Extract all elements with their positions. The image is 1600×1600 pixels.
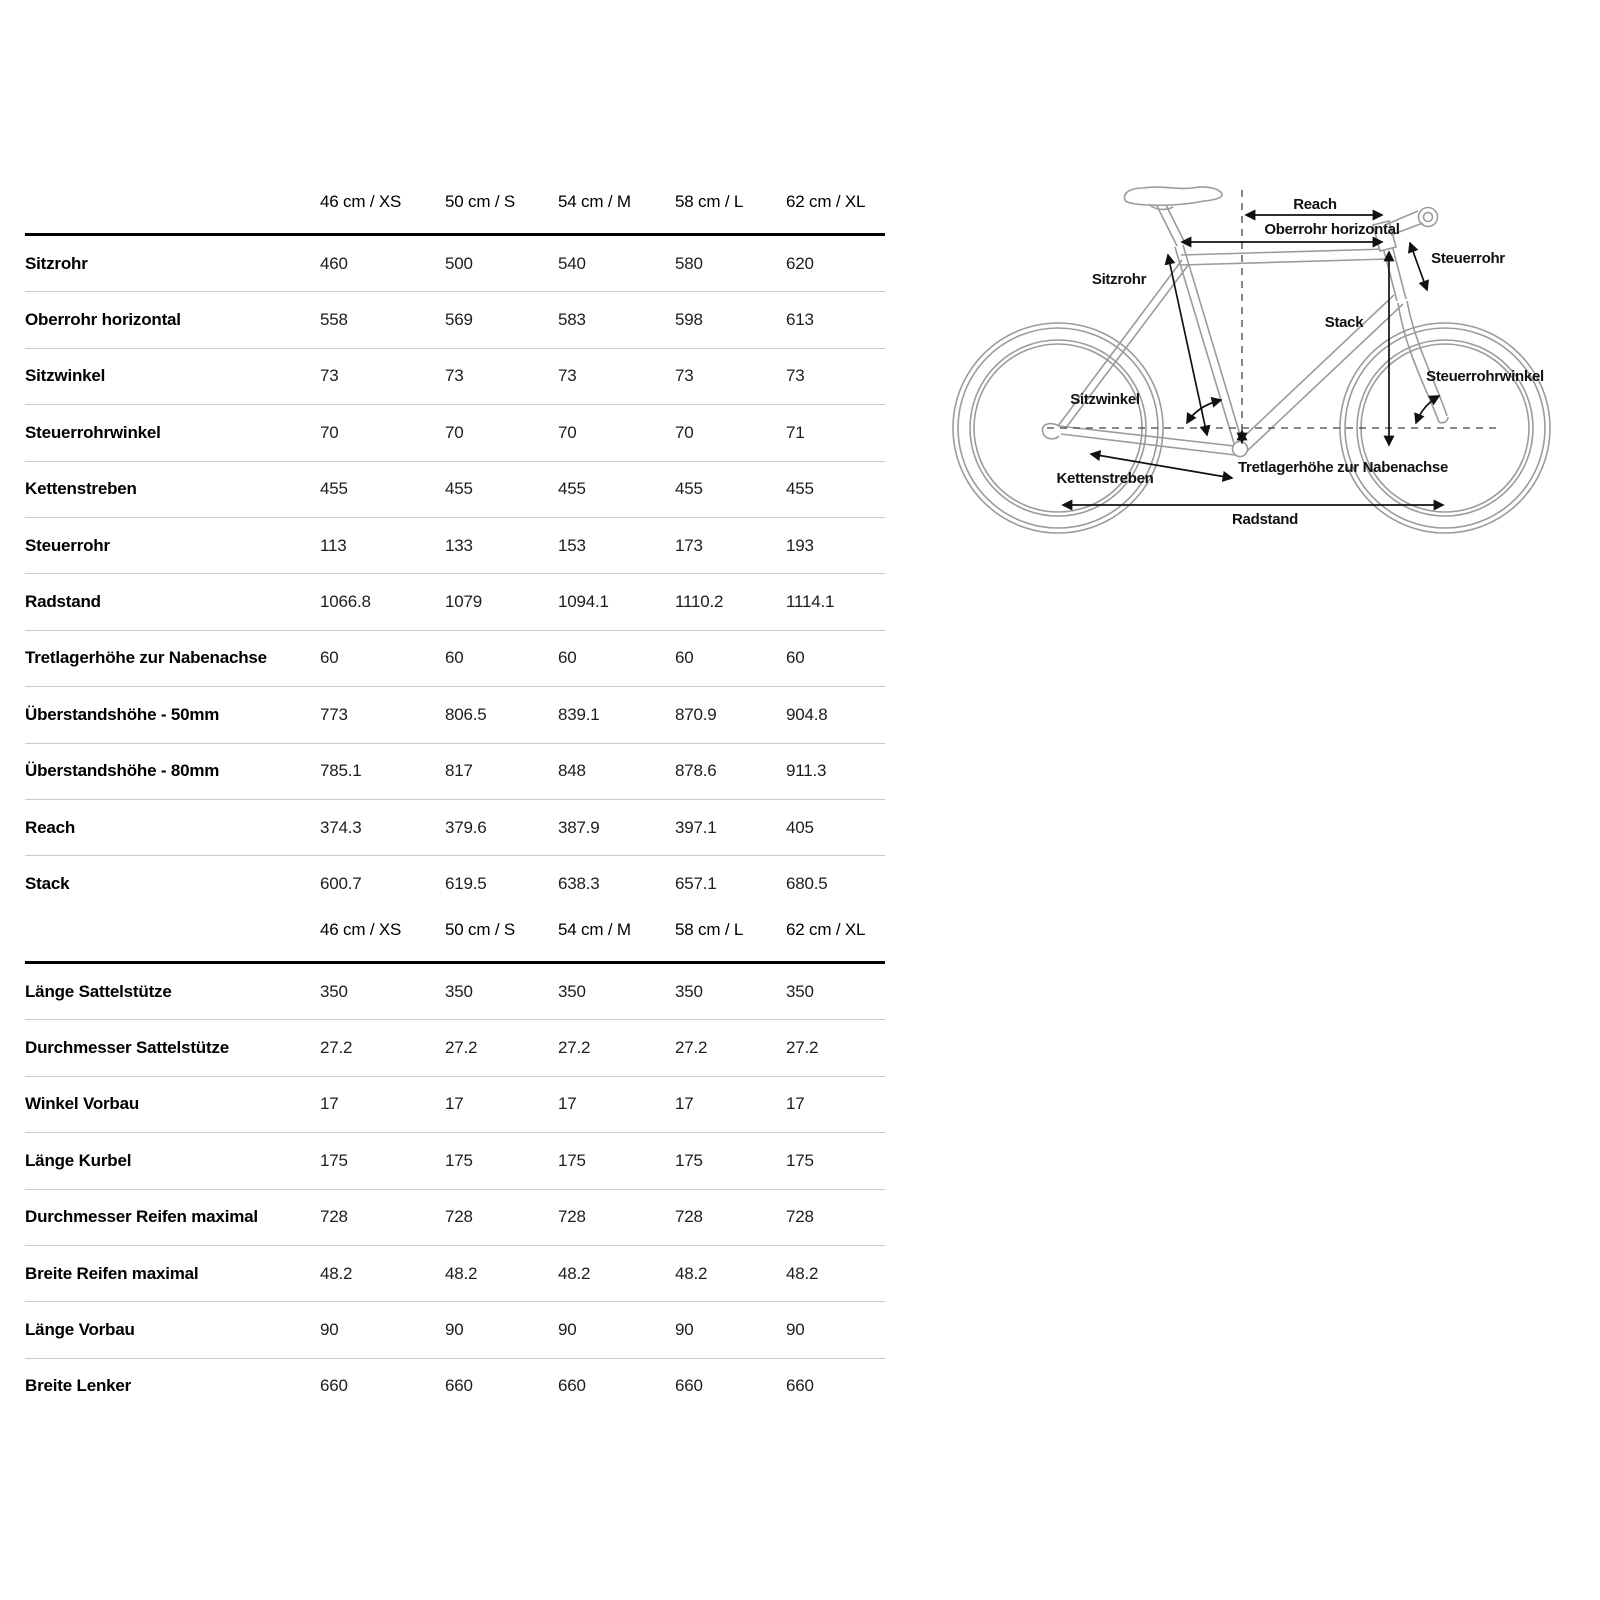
cell: 173 xyxy=(675,535,703,555)
steuerrohrwinkel-arc xyxy=(1416,396,1439,423)
size-col-header: 46 cm / XS xyxy=(320,191,402,211)
cell: 73 xyxy=(320,366,339,386)
size-col-header: 62 cm / XL xyxy=(786,191,866,211)
cell: 728 xyxy=(320,1207,348,1227)
cell: 27.2 xyxy=(558,1038,591,1058)
table-row xyxy=(25,1359,885,1414)
bike-outline xyxy=(953,187,1550,533)
cell: 1079 xyxy=(445,592,483,612)
cell: 455 xyxy=(445,479,473,499)
cell: 1110.2 xyxy=(675,592,724,612)
cell: 73 xyxy=(558,366,577,386)
cell: 153 xyxy=(558,535,586,555)
cell: 90 xyxy=(675,1320,694,1340)
table-row xyxy=(25,518,885,574)
cell: 1066.8 xyxy=(320,592,371,612)
cell: 60 xyxy=(675,648,694,668)
cell: 27.2 xyxy=(786,1038,819,1058)
cell: 350 xyxy=(786,981,814,1001)
table-row xyxy=(25,405,885,461)
cell: 175 xyxy=(675,1150,703,1170)
cell: 728 xyxy=(675,1207,703,1227)
cell: 27.2 xyxy=(445,1038,478,1058)
row-label: Winkel Vorbau xyxy=(25,1094,140,1114)
row-label: Steuerrohr xyxy=(25,535,110,555)
cell: 48.2 xyxy=(445,1263,478,1283)
cell: 870.9 xyxy=(675,704,717,724)
cell: 1114.1 xyxy=(786,592,835,612)
table-row xyxy=(25,631,885,687)
cell: 193 xyxy=(786,535,814,555)
cell: 455 xyxy=(675,479,703,499)
table-row xyxy=(25,349,885,405)
cell: 90 xyxy=(786,1320,805,1340)
cell: 558 xyxy=(320,310,348,330)
cell: 660 xyxy=(675,1376,703,1396)
diagram-labels xyxy=(1057,196,1544,528)
row-label: Überstandshöhe - 50mm xyxy=(25,704,220,724)
table-row xyxy=(25,1133,885,1189)
row-label: Länge Kurbel xyxy=(25,1150,132,1170)
cell: 580 xyxy=(675,253,703,273)
table-row xyxy=(25,1246,885,1302)
size-header-row xyxy=(25,170,885,236)
cell: 660 xyxy=(320,1376,348,1396)
reach-label: Reach xyxy=(1293,196,1337,213)
cell: 773 xyxy=(320,704,348,724)
cell: 17 xyxy=(558,1094,577,1114)
table-row xyxy=(25,687,885,743)
bike-geometry-diagram xyxy=(935,165,1565,575)
cell: 569 xyxy=(445,310,473,330)
cell: 397.1 xyxy=(675,817,717,837)
cell: 175 xyxy=(445,1150,473,1170)
cell: 350 xyxy=(675,981,703,1001)
steuerrohrwinkel-label: Steuerrohrwinkel xyxy=(1426,368,1544,385)
row-label: Breite Lenker xyxy=(25,1376,132,1396)
table-row xyxy=(25,964,885,1020)
cell: 60 xyxy=(558,648,577,668)
row-label: Tretlagerhöhe zur Nabenachse xyxy=(25,648,267,668)
cell: 27.2 xyxy=(675,1038,708,1058)
cell: 71 xyxy=(786,422,805,442)
cell: 113 xyxy=(320,535,347,555)
row-label: Reach xyxy=(25,817,76,837)
cell: 660 xyxy=(558,1376,586,1396)
table-row xyxy=(25,462,885,518)
cell: 48.2 xyxy=(558,1263,591,1283)
cell: 455 xyxy=(320,479,348,499)
cell: 455 xyxy=(558,479,586,499)
cell: 48.2 xyxy=(320,1263,353,1283)
cell: 374.3 xyxy=(320,817,362,837)
cell: 60 xyxy=(320,648,339,668)
cell: 60 xyxy=(445,648,464,668)
cell: 657.1 xyxy=(675,873,717,893)
cell: 728 xyxy=(558,1207,586,1227)
cell: 911.3 xyxy=(786,761,827,781)
cell: 73 xyxy=(786,366,805,386)
cell: 60 xyxy=(786,648,805,668)
cell: 878.6 xyxy=(675,761,717,781)
saddle-icon xyxy=(1124,187,1222,209)
cell: 175 xyxy=(786,1150,814,1170)
cell: 660 xyxy=(786,1376,814,1396)
cell: 17 xyxy=(320,1094,339,1114)
sitzwinkel-label: Sitzwinkel xyxy=(1070,391,1140,408)
stack-label: Stack xyxy=(1324,314,1364,331)
geometry-table xyxy=(25,170,885,912)
cell: 90 xyxy=(320,1320,339,1340)
cell: 27.2 xyxy=(320,1038,353,1058)
cell: 817 xyxy=(445,761,473,781)
cell: 387.9 xyxy=(558,817,600,837)
components-table xyxy=(25,898,885,1414)
cell: 405 xyxy=(786,817,814,837)
sitzrohr-label: Sitzrohr xyxy=(1091,271,1147,288)
table-row xyxy=(25,1020,885,1076)
row-label: Stack xyxy=(25,873,70,893)
frame-icon xyxy=(1042,201,1448,457)
row-label: Kettenstreben xyxy=(25,479,137,499)
cell: 133 xyxy=(445,535,473,555)
cell: 848 xyxy=(558,761,586,781)
cell: 500 xyxy=(445,253,473,273)
size-col-header: 54 cm / M xyxy=(558,191,631,211)
cell: 17 xyxy=(786,1094,805,1114)
cell: 175 xyxy=(558,1150,586,1170)
steuerrohr-arrow xyxy=(1410,243,1427,290)
cell: 17 xyxy=(445,1094,464,1114)
cell: 17 xyxy=(675,1094,694,1114)
cell: 680.5 xyxy=(786,873,828,893)
size-col-header: 58 cm / L xyxy=(675,919,744,939)
row-label: Radstand xyxy=(25,592,101,612)
table-row xyxy=(25,800,885,856)
row-label: Überstandshöhe - 80mm xyxy=(25,761,220,781)
cell: 70 xyxy=(320,422,339,442)
cell: 70 xyxy=(445,422,464,442)
size-header-row xyxy=(25,898,885,964)
cell: 583 xyxy=(558,310,586,330)
cell: 619.5 xyxy=(445,873,487,893)
cell: 728 xyxy=(445,1207,473,1227)
kettenstreben-label: Kettenstreben xyxy=(1056,470,1154,487)
cell: 613 xyxy=(786,310,814,330)
row-label: Durchmesser Sattelstütze xyxy=(25,1038,229,1058)
table-row xyxy=(25,574,885,630)
cell: 70 xyxy=(675,422,694,442)
row-label: Sitzrohr xyxy=(25,253,88,273)
cell: 48.2 xyxy=(675,1263,708,1283)
table-row xyxy=(25,1077,885,1133)
cell: 48.2 xyxy=(786,1263,819,1283)
cell: 785.1 xyxy=(320,761,362,781)
table-row xyxy=(25,1190,885,1246)
row-label: Steuerrohrwinkel xyxy=(25,422,161,442)
size-col-header: 62 cm / XL xyxy=(786,919,866,939)
cell: 600.7 xyxy=(320,873,362,893)
radstand-label: Radstand xyxy=(1232,511,1298,528)
size-col-header: 50 cm / S xyxy=(445,191,516,211)
tretlagerhoehe-label: Tretlagerhöhe zur Nabenachse xyxy=(1238,459,1449,476)
steuerrohr-label: Steuerrohr xyxy=(1431,250,1505,267)
oberrohr-label: Oberrohr horizontal xyxy=(1264,221,1400,238)
cell: 90 xyxy=(558,1320,577,1340)
table-row xyxy=(25,236,885,292)
cell: 839.1 xyxy=(558,704,600,724)
table-row xyxy=(25,744,885,800)
cell: 70 xyxy=(558,422,577,442)
row-label: Länge Sattelstütze xyxy=(25,981,172,1001)
table-row xyxy=(25,292,885,348)
cell: 90 xyxy=(445,1320,464,1340)
size-col-header: 54 cm / M xyxy=(558,919,631,939)
cell: 660 xyxy=(445,1376,473,1396)
cell: 73 xyxy=(675,366,694,386)
row-label: Breite Reifen maximal xyxy=(25,1263,199,1283)
row-label: Sitzwinkel xyxy=(25,366,106,386)
cell: 460 xyxy=(320,253,348,273)
cell: 540 xyxy=(558,253,586,273)
cell: 806.5 xyxy=(445,704,487,724)
cell: 175 xyxy=(320,1150,348,1170)
row-label: Länge Vorbau xyxy=(25,1320,135,1340)
cell: 598 xyxy=(675,310,703,330)
front-wheel-icon xyxy=(1340,323,1550,533)
size-col-header: 58 cm / L xyxy=(675,191,744,211)
cell: 455 xyxy=(786,479,814,499)
cell: 350 xyxy=(558,981,586,1001)
cell: 73 xyxy=(445,366,464,386)
cell: 379.6 xyxy=(445,817,487,837)
cell: 350 xyxy=(445,981,473,1001)
cell: 904.8 xyxy=(786,704,828,724)
row-label: Durchmesser Reifen maximal xyxy=(25,1207,258,1227)
cell: 728 xyxy=(786,1207,814,1227)
row-label: Oberrohr horizontal xyxy=(25,310,181,330)
cell: 638.3 xyxy=(558,873,600,893)
cell: 350 xyxy=(320,981,348,1001)
cell: 620 xyxy=(786,253,814,273)
cell: 1094.1 xyxy=(558,592,609,612)
size-col-header: 46 cm / XS xyxy=(320,919,402,939)
table-row xyxy=(25,1302,885,1358)
size-col-header: 50 cm / S xyxy=(445,919,516,939)
